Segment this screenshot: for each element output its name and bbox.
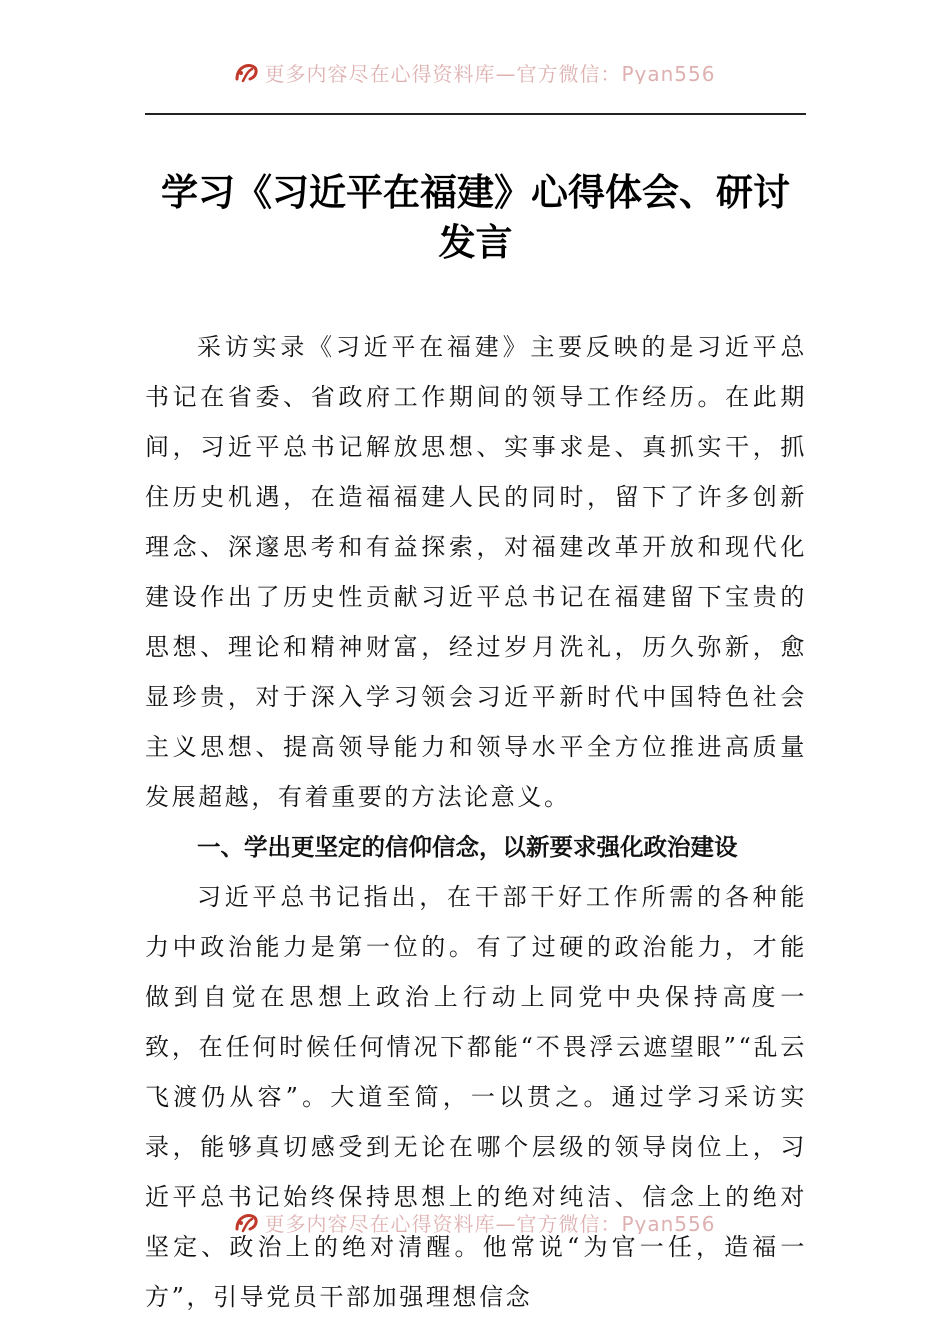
watermark-logo-icon: [234, 1211, 260, 1235]
section-heading: 一、学出更坚定的信仰信念，以新要求强化政治建设: [197, 833, 738, 861]
document-title: 学习《习近平在福建》心得体会、研讨发言: [161, 171, 790, 264]
watermark-bottom: [0, 1208, 950, 1234]
watermark-text: 更多内容尽在心得资料库—官方微信：Pyan556: [264, 62, 716, 84]
watermark-logo-icon: [234, 61, 260, 85]
watermark-top: [0, 58, 950, 84]
document-body: [145, 322, 807, 1322]
intro-paragraph: 采访实录《习近平在福建》主要反映的是习近平总书记在省委、省政府工作期间的领导工作经历。在此期间，习近平总书记解放思想、实事求是、真抓实干，抓住历史机遇，在造福福建人民的同时，留下了许多创新理念、深邃思考和有益探索，对福建改革开放和现代化建设作出了历史性贡献习近平总书记在福建留下宝贵的思想、理论和精神财富，经过岁月洗礼，历久弥新，愈显珍贵，对于深入学习领会习近平新时代中国特色社会主义思想、提高领导能力和领导水平全方位推进高质量发展超越，有着重要的方法论意义。: [145, 333, 807, 811]
watermark-text: 更多内容尽在心得资料库—官方微信：Pyan556: [264, 1212, 716, 1234]
section-paragraph: 习近平总书记指出，在干部干好工作所需的各种能力中政治能力是第一位的。有了过硬的政治能力，才能做到自觉在思想上政治上行动上同党中央保持高度一致，在任何时候任何情况下都能“不畏浮云遮望眼”“乱云飞渡仍从容”。大道至简，一以贯之。通过学习采访实录，能够真切感受到无论在哪个层级的领导岗位上，习近平总书记始终保持思想上的绝对纯洁、信念上的绝对坚定、政治上的绝对清醒。他常说“为官一任，造福一方”，引导党员干部加强理想信念: [145, 883, 807, 1311]
header-rule: [145, 113, 806, 115]
